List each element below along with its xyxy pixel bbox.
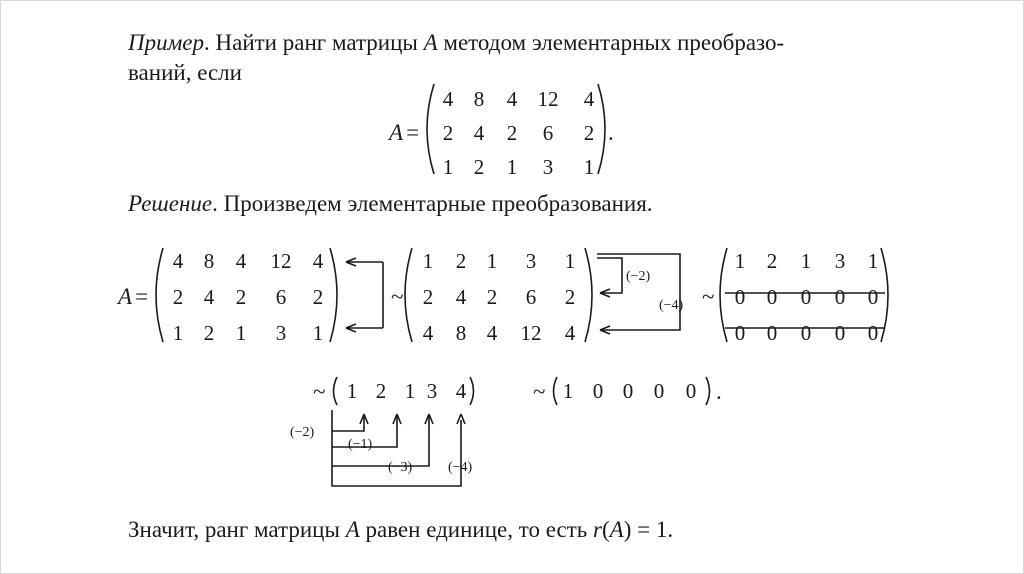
step4-cell-c3: 1 [404, 379, 416, 403]
step3-cell-r3-c1: 0 [734, 321, 746, 345]
matrix-a-cell-r2-c1: 2 [442, 121, 454, 145]
step2-cell-r1-c4: 3 [525, 249, 537, 273]
step4-cell-c5: 4 [455, 379, 467, 403]
step2-left-paren [405, 248, 412, 342]
matrix-a-cell-r3-c5: 1 [583, 155, 595, 179]
step3-cell-r1-c2: 2 [766, 249, 778, 273]
matrix-a-cell-r1-c4: 12 [537, 87, 559, 111]
step4-right-paren [470, 377, 474, 405]
row-op-arrow-2 [597, 254, 680, 330]
matrix-a-cell-r3-c2: 2 [473, 155, 485, 179]
step2-cell-r1-c2: 2 [455, 249, 467, 273]
step2-cell-r3-c1: 4 [422, 321, 434, 345]
step1-cell-r3-c1: 1 [172, 321, 184, 345]
step4-tilde: ~ [313, 379, 326, 404]
example-label: Пример [128, 30, 204, 55]
row-op-arrow-1 [597, 258, 622, 293]
step3-cell-r3-c3: 0 [800, 321, 812, 345]
step2-tilde: ~ [702, 284, 715, 309]
step1-eq: = [135, 284, 149, 309]
step3-cell-r1-c1: 1 [734, 249, 746, 273]
solution-text: . Произведем элементарные преобразования. [212, 191, 653, 216]
step4-mult-1: (−2) [290, 425, 315, 440]
step5-cell-c3: 0 [622, 379, 634, 403]
matrix-a-right-paren [598, 84, 605, 174]
step1-cell-r3-c5: 1 [312, 321, 324, 345]
step2-cell-r3-c2: 8 [455, 321, 467, 345]
step4-cell-c1: 1 [346, 379, 358, 403]
step4-left-paren [334, 377, 338, 405]
conclusion-var: A [345, 517, 360, 542]
example-text-1: . Найти ранг матрицы [204, 30, 424, 55]
matrix-a-cell-r3-c1: 1 [442, 155, 454, 179]
step5-right-paren [706, 377, 710, 405]
matrix-a-cell-r1-c2: 8 [473, 87, 485, 111]
step2-cell-r2-c1: 2 [422, 285, 434, 309]
step3-cell-r3-c2: 0 [766, 321, 778, 345]
matrix-a-name: A [389, 120, 404, 145]
step2-cell-r2-c4: 6 [525, 285, 537, 309]
step5-cell-c4: 0 [653, 379, 665, 403]
step1-cell-r2-c3: 2 [235, 285, 247, 309]
step3-cell-r2-c3: 0 [800, 285, 812, 309]
col-op-arrow-4 [332, 416, 429, 466]
step5-left-paren [554, 377, 558, 405]
conclusion-open: ( [601, 517, 610, 542]
step1-cell-r1-c1: 4 [172, 249, 184, 273]
step4-cell-c4: 3 [426, 379, 438, 403]
matrix-a-cell-r2-c5: 2 [583, 121, 595, 145]
step1-cell-r1-c2: 8 [203, 249, 215, 273]
example-line-2: ваний, если [128, 60, 242, 85]
matrix-a-left-paren [427, 84, 434, 174]
step5-cell-c1: 1 [562, 379, 574, 403]
conclusion-var-2: A [609, 517, 624, 542]
matrix-a-cell-r2-c2: 4 [473, 121, 485, 145]
step3-cell-r1-c4: 3 [834, 249, 846, 273]
matrix-a-cell-r3-c4: 3 [542, 155, 554, 179]
step1-cell-r2-c4: 6 [275, 285, 287, 309]
step5-period: . [716, 379, 722, 404]
step1-cell-r3-c2: 2 [203, 321, 215, 345]
step2-cell-r1-c3: 1 [486, 249, 498, 273]
step1-cell-r1-c3: 4 [235, 249, 247, 273]
step1-cell-r3-c4: 3 [275, 321, 287, 345]
conclusion-r: r [593, 517, 602, 542]
conclusion-text: Значит, ранг матрицы [128, 517, 346, 542]
step4-cell-c2: 2 [375, 379, 387, 403]
step2-cell-r3-c4: 12 [520, 321, 542, 345]
step1-tilde: ~ [391, 284, 404, 309]
step1-cell-r1-c4: 12 [270, 249, 292, 273]
step1-name: A [118, 284, 133, 309]
matrix-a-cell-r1-c1: 4 [442, 87, 454, 111]
step2-cell-r1-c5: 1 [564, 249, 576, 273]
col-op-arrow-2 [332, 416, 364, 431]
step3-cell-r2-c1: 0 [734, 285, 746, 309]
step3-cell-r3-c4: 0 [834, 321, 846, 345]
step5-cell-c5: 0 [685, 379, 697, 403]
step3-cell-r3-c5: 0 [867, 321, 879, 345]
step3-cell-r1-c5: 1 [867, 249, 879, 273]
conclusion-text-2: равен единице, то есть [359, 517, 594, 542]
step2-cell-r1-c1: 1 [422, 249, 434, 273]
step1-right-paren [330, 248, 337, 342]
step2-cell-r2-c2: 4 [455, 285, 467, 309]
step3-cell-r2-c2: 0 [766, 285, 778, 309]
matrix-a-cell-r1-c3: 4 [506, 87, 518, 111]
step3-cell-r1-c3: 1 [800, 249, 812, 273]
example-var: A [423, 30, 438, 55]
step2-right-paren [585, 248, 592, 342]
step3-cell-r2-c5: 0 [867, 285, 879, 309]
solution-label: Решение [128, 191, 213, 216]
matrix-a-cell-r1-c5: 4 [583, 87, 595, 111]
step1-cell-r2-c5: 2 [312, 285, 324, 309]
conclusion-close: ) [623, 517, 632, 542]
conclusion-result: = 1. [631, 517, 674, 542]
step2-cell-r2-c5: 2 [564, 285, 576, 309]
step1-left-paren [156, 248, 163, 342]
step1-cell-r3-c3: 1 [235, 321, 247, 345]
step2-cell-r2-c3: 2 [486, 285, 498, 309]
step1-cell-r1-c5: 4 [312, 249, 324, 273]
matrix-a-cell-r2-c3: 2 [506, 121, 518, 145]
step4-mult-4: (−4) [448, 460, 473, 475]
step5-tilde: ~ [533, 379, 546, 404]
step4-mult-2: (−1) [348, 437, 373, 452]
step2-mult-2: (−4) [659, 298, 684, 313]
matrix-a-cell-r2-c4: 6 [542, 121, 554, 145]
step1-cell-r2-c1: 2 [172, 285, 184, 309]
step2-cell-r3-c5: 4 [564, 321, 576, 345]
matrix-a-eq: = [406, 120, 420, 145]
matrix-a-period: . [608, 120, 614, 145]
step3-cell-r2-c4: 0 [834, 285, 846, 309]
step5-cell-c2: 0 [592, 379, 604, 403]
example-text-1b: методом элементарных преобразо- [437, 30, 785, 55]
step2-mult-1: (−2) [626, 269, 651, 284]
matrix-a-cell-r3-c3: 1 [506, 155, 518, 179]
step2-cell-r3-c3: 4 [486, 321, 498, 345]
step4-mult-3: (−3) [388, 460, 413, 475]
step1-cell-r2-c2: 4 [203, 285, 215, 309]
